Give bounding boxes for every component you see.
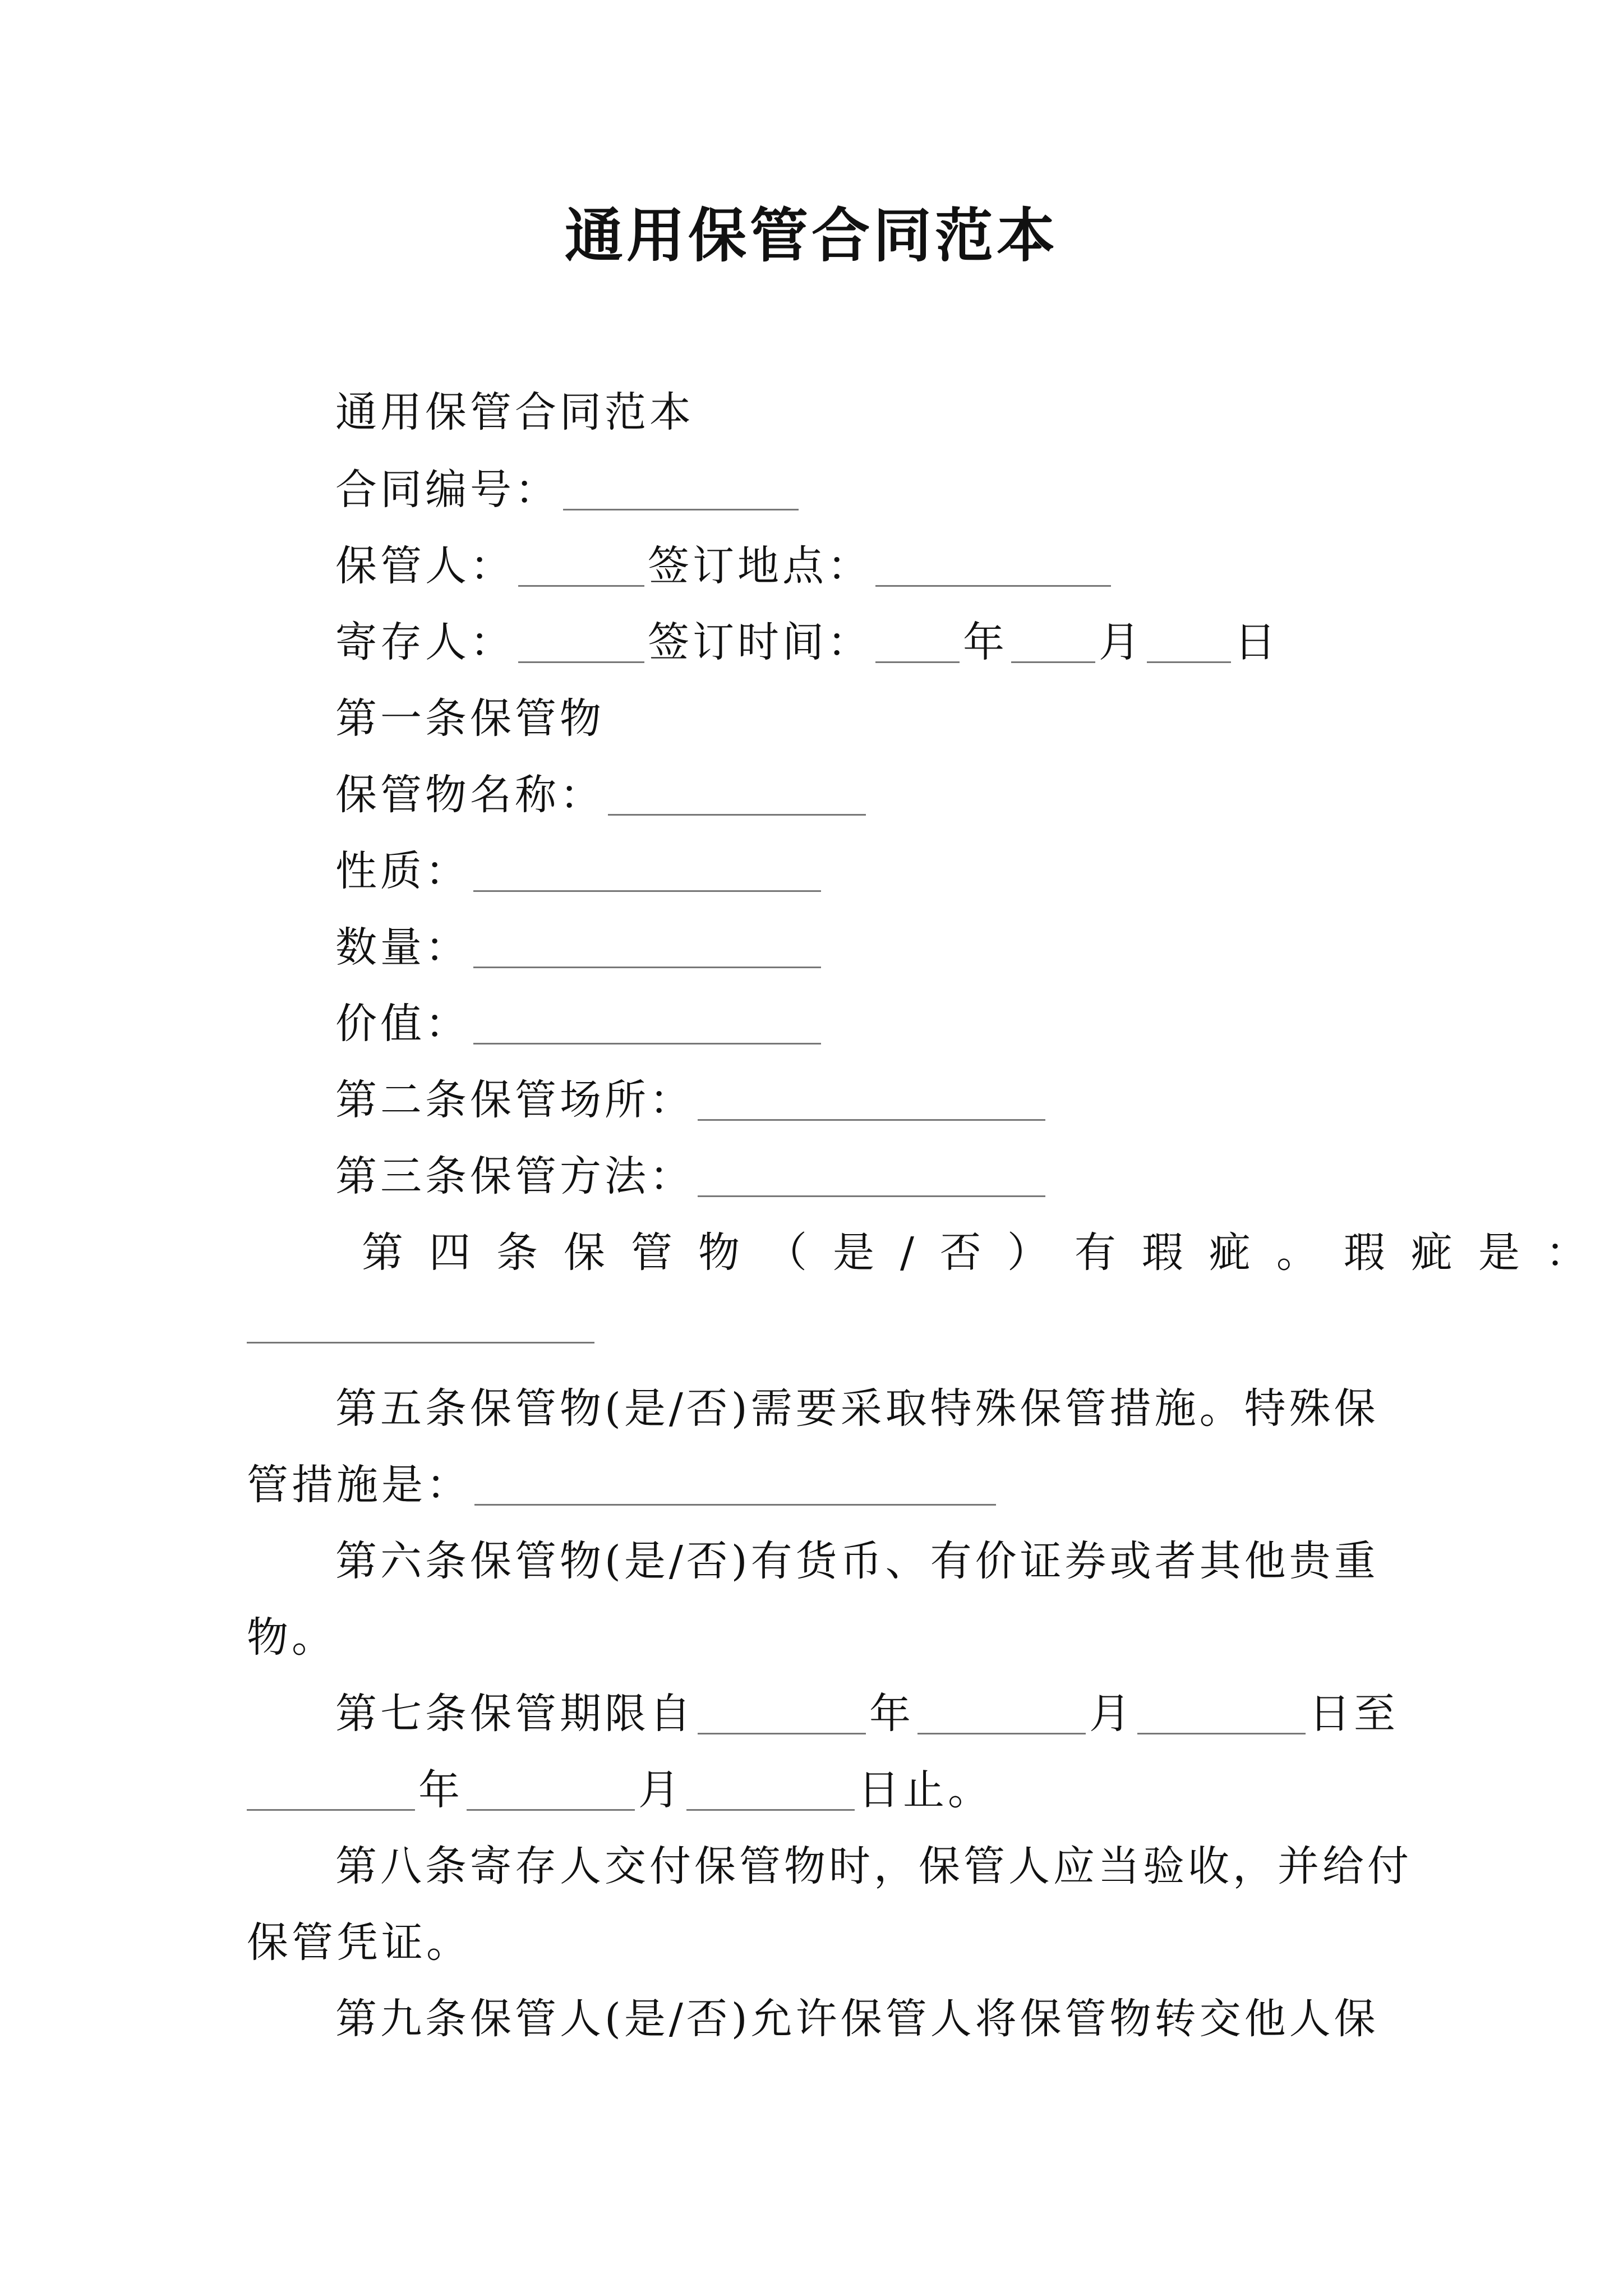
article-5-line-2: 管措施是：	[247, 1461, 471, 1509]
start-month-blank[interactable]	[917, 1696, 1086, 1734]
sign-day-blank[interactable]	[1147, 624, 1231, 663]
custodian-row	[335, 535, 1114, 597]
document-title: 通用保管合同范本	[564, 201, 1058, 270]
nature-row	[335, 840, 824, 902]
custodian-label: 保管人：	[335, 542, 515, 590]
article-2-label: 第二条保管场所：	[335, 1076, 694, 1124]
article-8-line-2: 保管凭证。	[247, 1918, 471, 1967]
sign-month-label: 月	[1099, 618, 1144, 666]
end-year-label: 年	[418, 1766, 463, 1814]
article-8-line-1: 第八条寄存人交付保管物时，保管人应当验收，并给付	[335, 1842, 1412, 1890]
article-1-title: 第一条保管物	[335, 694, 605, 743]
contract-number-label: 合同编号：	[335, 466, 560, 514]
quantity-label: 数量：	[335, 923, 470, 972]
article-4-text: 第四条保管物（是/否）有瑕疵。瑕疵是：	[362, 1228, 1613, 1277]
sign-time-label: 签订时间：	[648, 618, 872, 666]
nature-label: 性质：	[335, 847, 470, 895]
custodian-blank[interactable]	[518, 548, 644, 587]
article-7-line-2	[247, 1759, 1377, 1821]
article-7-to: 日至	[1309, 1690, 1399, 1738]
sign-month-blank[interactable]	[1011, 624, 1095, 663]
article-6-line-1: 第六条保管物(是/否)有货币、有价证券或者其他贵重	[335, 1537, 1379, 1585]
item-name-label: 保管物名称：	[335, 771, 605, 819]
start-month-label: 月	[1089, 1690, 1134, 1738]
start-year-label: 年	[869, 1690, 914, 1738]
article-6-line-2: 物。	[247, 1613, 336, 1662]
end-year-blank[interactable]	[247, 1772, 415, 1811]
value-label: 价值：	[335, 1000, 470, 1048]
depositor-row	[335, 611, 1279, 673]
value-blank[interactable]	[473, 1006, 821, 1045]
sign-year-blank[interactable]	[875, 624, 960, 663]
article-9-line-1: 第九条保管人(是/否)允许保管人将保管物转交他人保	[335, 1995, 1379, 2043]
nature-blank[interactable]	[473, 853, 821, 892]
depositor-blank[interactable]	[518, 624, 644, 663]
contract-number-blank[interactable]	[563, 472, 799, 510]
quantity-row	[335, 917, 824, 978]
contract-number-row	[335, 459, 802, 521]
article-7-end: 日止。	[858, 1766, 993, 1814]
article-5-line-2-row	[247, 1454, 1377, 1516]
quantity-blank[interactable]	[473, 930, 821, 968]
storage-place-blank[interactable]	[698, 1082, 1045, 1121]
sign-place-blank[interactable]	[875, 548, 1111, 587]
storage-method-blank[interactable]	[698, 1158, 1045, 1197]
item-name-row	[335, 764, 869, 826]
sign-year-label: 年	[963, 618, 1008, 666]
end-month-blank[interactable]	[467, 1772, 635, 1811]
item-name-blank[interactable]	[608, 777, 866, 816]
depositor-label: 寄存人：	[335, 618, 515, 666]
document-subtitle: 通用保管合同范本	[335, 388, 694, 436]
article-7-line-1	[335, 1683, 1399, 1745]
sign-day-label: 日	[1234, 618, 1279, 666]
article-5-line-1: 第五条保管物(是/否)需要采取特殊保管措施。特殊保	[335, 1384, 1379, 1433]
article-2-row	[335, 1069, 1049, 1131]
end-month-label: 月	[638, 1766, 683, 1814]
end-day-blank[interactable]	[686, 1772, 855, 1811]
article-3-row	[335, 1145, 1049, 1207]
article-3-label: 第三条保管方法：	[335, 1152, 694, 1200]
start-year-blank[interactable]	[698, 1696, 866, 1734]
article-7-prefix: 第七条保管期限自	[335, 1690, 694, 1738]
start-day-blank[interactable]	[1137, 1696, 1306, 1734]
sign-place-label: 签订地点：	[648, 542, 872, 590]
value-row	[335, 993, 824, 1055]
defect-blank[interactable]	[247, 1340, 594, 1343]
special-measure-blank[interactable]	[474, 1467, 996, 1506]
